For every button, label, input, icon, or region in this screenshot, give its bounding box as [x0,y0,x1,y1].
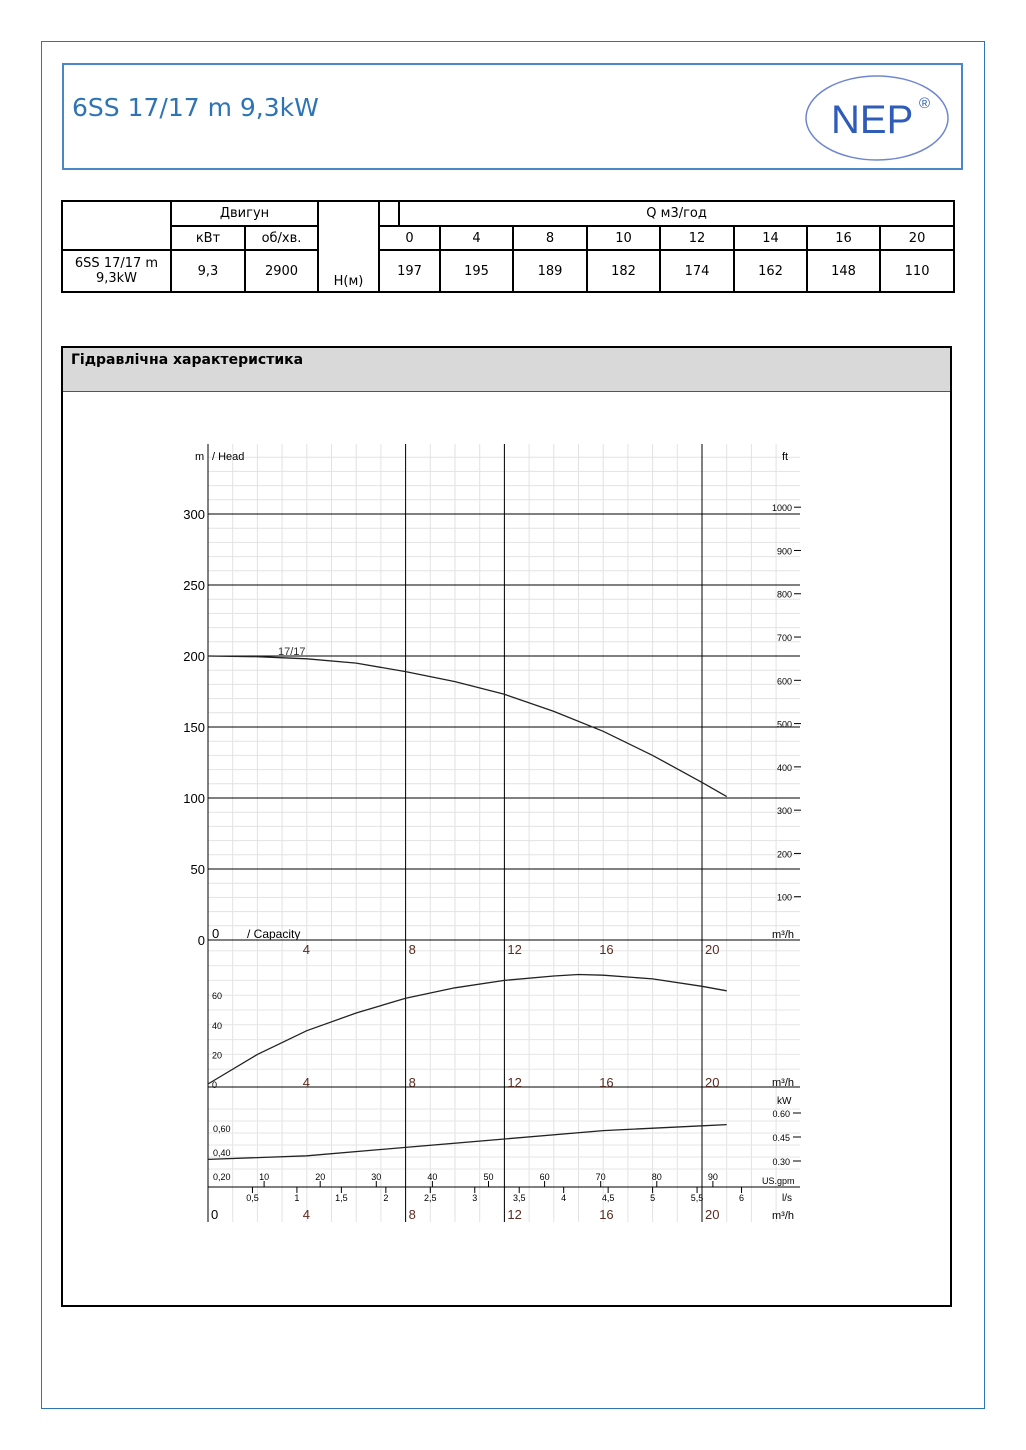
capacity-tick-label: 12 [507,1207,522,1222]
ls-tick-label: 3 [472,1193,478,1203]
capacity-unit: m³/h [772,929,794,941]
usgpm-unit: US.gpm [762,1176,795,1186]
capacity-tick-label: 20 [705,942,720,957]
capacity-tick-label: 12 [507,1075,522,1090]
flow-value: 14 [734,226,807,250]
ft-tick-label: 300 [776,806,792,817]
flow-value: 10 [587,226,660,250]
capacity-zero: 0 [212,926,220,941]
flow-value: 12 [660,226,734,250]
ls-tick-label: 3,5 [512,1193,526,1203]
flow-header: Q м3/год [399,201,954,226]
ft-tick-label: 100 [776,892,792,903]
capacity-tick-label: 16 [599,1207,614,1222]
ft-unit: ft [782,451,789,463]
svg-text:®: ® [919,95,931,112]
rpm-value: 2900 [245,250,318,292]
power-tick-label: 0,20 [213,1172,231,1182]
power-tick-label: 0,60 [213,1124,231,1134]
head-value: 174 [660,250,734,292]
kw-value: 9,3 [171,250,245,292]
flow-value: 0 [379,226,440,250]
ft-tick-label: 400 [776,762,792,773]
head-tick-label: 0 [197,933,205,948]
head-value: 182 [587,250,660,292]
capacity-tick-label: 4 [302,942,311,957]
head-tick-label: 200 [183,649,205,664]
head-curve [208,656,727,797]
capacity-tick-label: 20 [705,1075,720,1090]
section-title: Гідравлічна характеристика [63,348,950,392]
blank-cell [379,201,399,226]
capacity-tick-label: 16 [599,942,614,957]
nep-logo [805,75,949,161]
usgpm-tick-label: 60 [539,1172,550,1182]
head-value: 189 [513,250,587,292]
usgpm-tick-label: 80 [651,1172,662,1182]
ls-tick-label: 2,5 [424,1193,437,1203]
flow-value: 20 [880,226,954,250]
model-name: 6SS 17/17 m [74,256,159,271]
model-power: 9,3kW [95,271,138,286]
ft-tick-label: 800 [776,589,792,600]
ls-tick-label: 4 [561,1193,567,1203]
flow-value: 4 [440,226,513,250]
ls-tick-label: 1,5 [335,1193,348,1203]
ft-tick-label: 200 [776,849,792,860]
flow-value: 8 [513,226,587,250]
usgpm-tick-label: 20 [315,1172,326,1182]
capacity-tick-label: 4 [302,1075,311,1090]
svg-text:NEP: NEP [831,98,914,142]
capacity-zero: 0 [211,1207,219,1222]
head-value: 162 [734,250,807,292]
capacity-tick-label: 4 [302,1207,311,1222]
pump-curve-chart [160,430,820,1230]
power-tick-label: 0,40 [213,1148,231,1158]
head-value: 148 [807,250,880,292]
flow-value: 16 [807,226,880,250]
ft-tick-label: 900 [776,546,792,557]
usgpm-tick-label: 30 [371,1172,382,1182]
efficiency-tick-label: 40 [212,1020,223,1031]
power-unit: kW [777,1096,792,1107]
rpm-header: об/хв. [245,226,318,250]
head-header: H(м) [318,201,379,292]
capacity-axis-label: / Capacity [247,927,301,941]
capacity-tick-label: 8 [408,942,416,957]
head-tick-label: 300 [183,507,205,522]
capacity-tick-label: 20 [705,1207,720,1222]
kw-header: кВт [171,226,245,250]
usgpm-tick-label: 10 [259,1172,270,1182]
power-curve [208,1125,727,1160]
head-tick-label: 150 [183,720,205,735]
blank-cell [62,201,171,250]
ft-tick-label: 1000 [771,503,792,514]
head-tick-label: 100 [183,791,205,806]
ls-tick-label: 2 [383,1193,389,1203]
head-tick-label: 250 [183,578,205,593]
efficiency-curve [208,975,727,1085]
ls-tick-label: 0,5 [246,1193,259,1203]
usgpm-tick-label: 40 [427,1172,438,1182]
ft-tick-label: 600 [776,676,792,687]
ls-tick-label: 5 [650,1193,656,1203]
usgpm-tick-label: 50 [483,1172,494,1182]
ls-tick-label: 6 [739,1193,745,1203]
head-unit: m [195,451,205,463]
efficiency-tick-label: 60 [212,991,223,1002]
power-right-tick: 0.30 [772,1157,790,1167]
curve-label: 17/17 [278,646,306,658]
capacity-tick-label: 12 [507,942,522,957]
head-tick-label: 50 [190,862,205,877]
capacity-tick-label: 8 [408,1075,416,1090]
head-value: 195 [440,250,513,292]
head-value: 110 [880,250,954,292]
power-right-tick: 0.60 [772,1109,790,1119]
ls-tick-label: 4,5 [601,1193,615,1203]
page-title: 6SS 17/17 m 9,3kW [72,93,319,122]
capacity-unit: m³/h [772,1077,794,1089]
ft-tick-label: 700 [776,633,792,644]
usgpm-tick-label: 90 [707,1172,718,1182]
power-right-tick: 0.45 [772,1133,790,1143]
ls-tick-label: 1 [294,1193,300,1203]
efficiency-tick-label: 0 [212,1080,218,1090]
model-cell [62,250,171,292]
usgpm-tick-label: 70 [595,1172,606,1182]
spec-table [61,200,955,293]
header-box [62,63,963,170]
ls-unit: l/s [782,1193,792,1204]
ls-tick-label: 5,5 [690,1193,704,1203]
head-axis-label: / Head [212,451,245,463]
capacity-tick-label: 16 [599,1075,614,1090]
efficiency-tick-label: 20 [212,1050,223,1061]
capacity-unit: m³/h [772,1210,794,1222]
ft-tick-label: 500 [776,719,792,730]
capacity-tick-label: 8 [408,1207,416,1222]
head-value: 197 [379,250,440,292]
motor-header: Двигун [171,201,318,226]
